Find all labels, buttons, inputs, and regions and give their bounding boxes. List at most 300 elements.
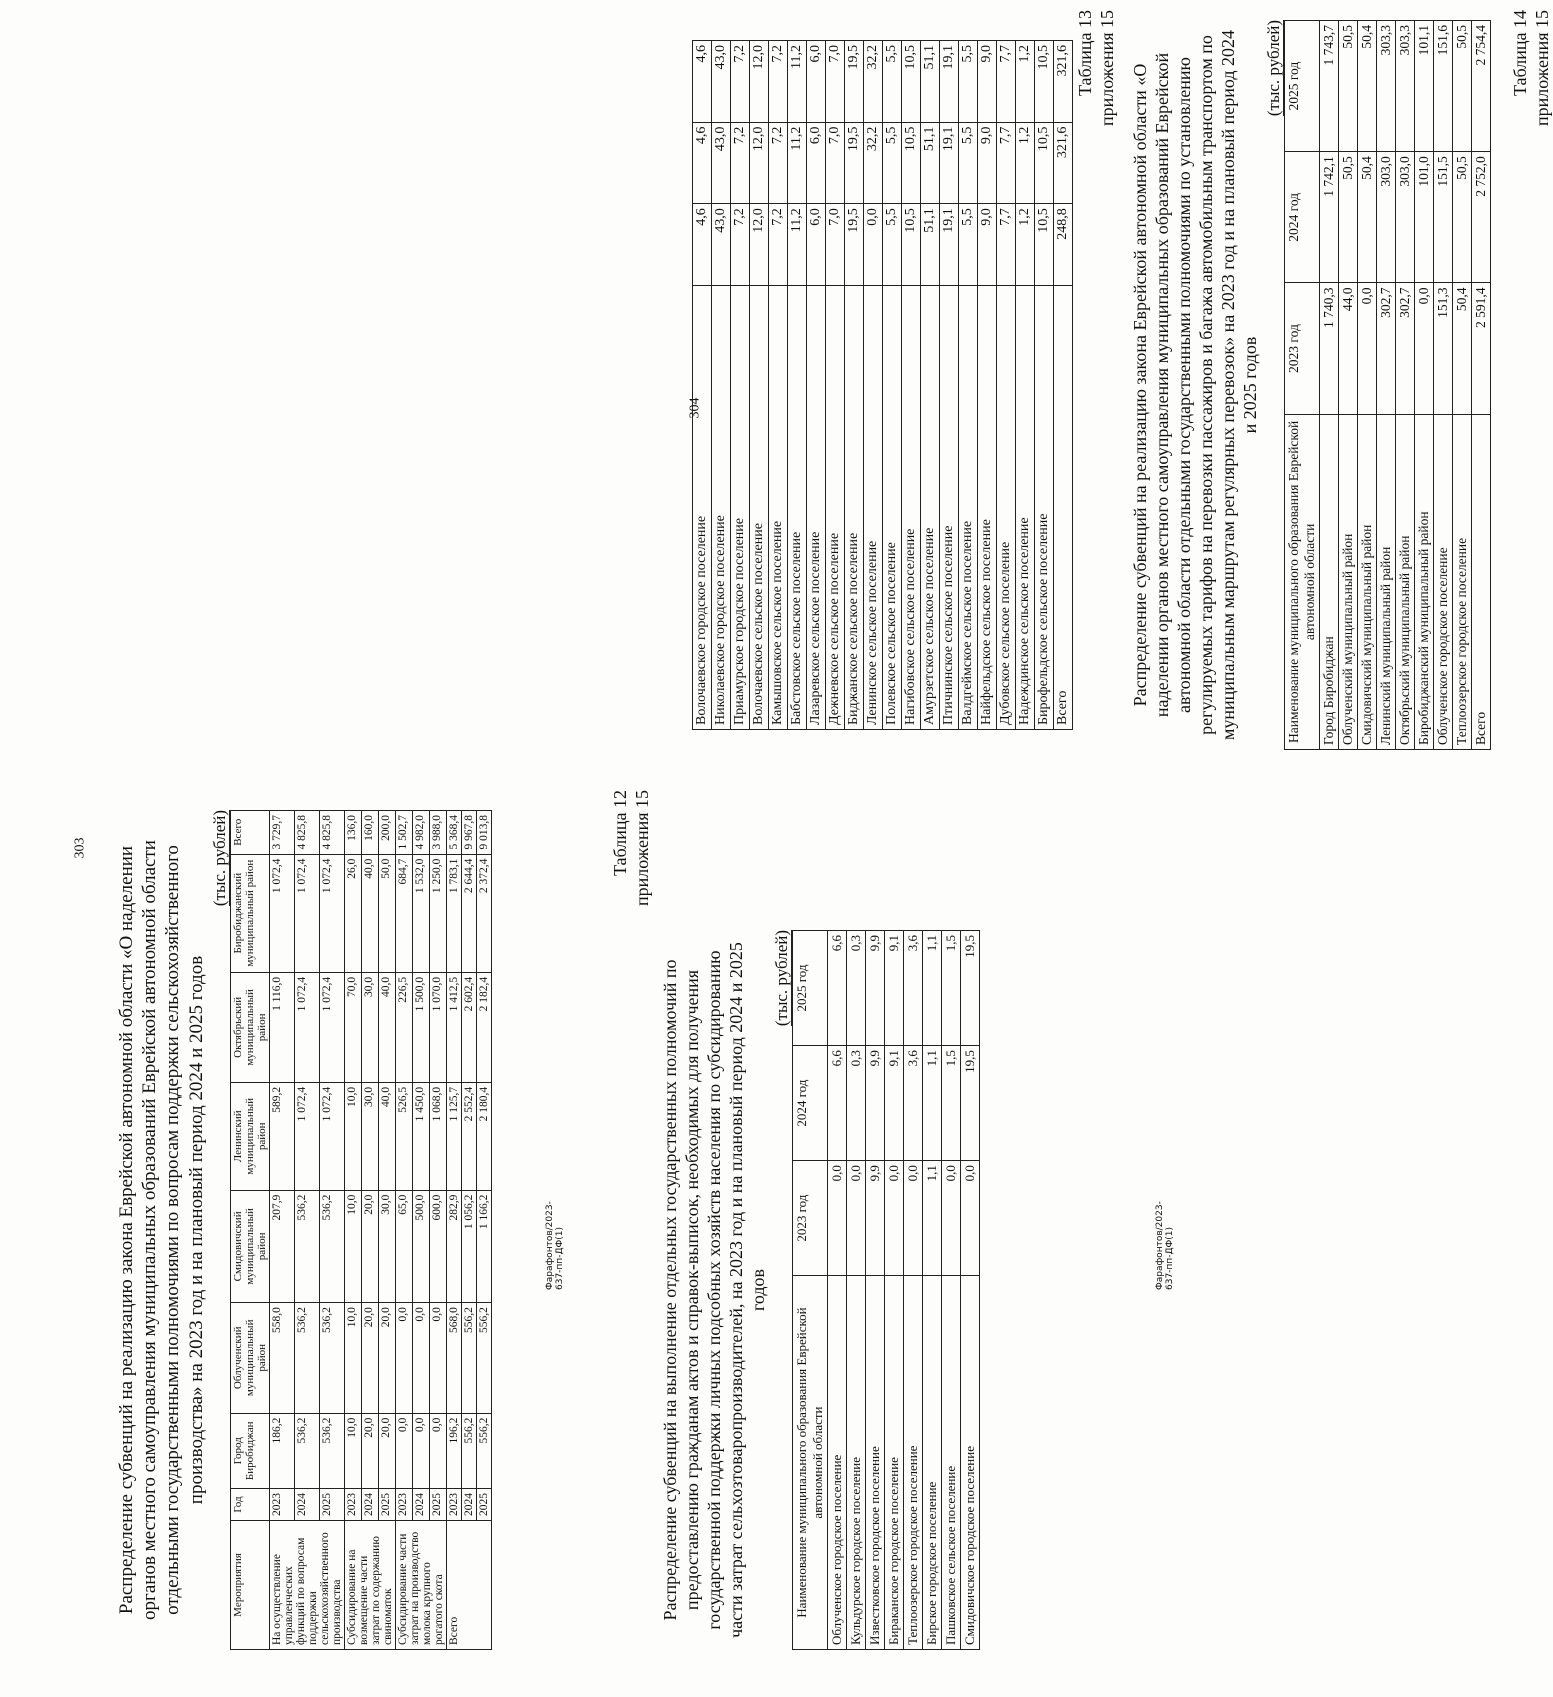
table-cell: 0,0 [960,1161,979,1276]
table-cell: 303,3 [1376,21,1395,152]
table-cell: 0,3 [846,1046,865,1161]
table-cell: 321,6 [1054,122,1073,204]
table-cell: 9,9 [865,1046,884,1161]
table-header-row [1284,21,1319,750]
table-header-cell: Мероприятия [230,1521,269,1650]
table-cell: 2024 [461,1489,476,1521]
table-cell: 1,2 [1016,122,1035,204]
table-cell: 32,2 [864,122,883,204]
table-cell: 160,0 [361,811,378,855]
table-row [1433,21,1452,750]
table-cell: Волочаевское сельское поселение [750,285,769,729]
table-row [1338,21,1357,750]
table-cell: 51,1 [921,41,940,123]
table-cell: 1 072,4 [319,1082,344,1190]
table-cell: Бабстовское сельское поселение [788,285,807,729]
table-row [446,811,461,1650]
table-cell: 3,6 [903,931,922,1046]
table-cell: 2024 [412,1489,429,1521]
table14-caption [1510,10,1553,180]
table-cell: 40,0 [378,972,395,1082]
table-cell: Волочаевское городское поселение [693,285,712,729]
table-cell: 1,1 [922,1161,941,1276]
table-header-cell: Город Биробиджан [230,1413,269,1488]
table-cell: 19,5 [845,41,864,123]
table-cell: Птичнинское сельское поселение [940,285,959,729]
table-cell: 282,9 [446,1190,461,1302]
table-cell: 11,2 [788,204,807,286]
table-cell: 44,0 [1338,283,1357,414]
table-cell: 2025 [319,1489,344,1521]
table-cell: 32,2 [864,41,883,123]
table-cell: 2024 [361,1489,378,1521]
table-row [940,41,959,730]
table-cell: Облученское городское поселение [827,1276,846,1650]
table-cell: 1 070,0 [429,972,446,1082]
table-cell: 2 552,4 [461,1082,476,1190]
page-number: 304 [687,397,703,419]
table-cell: 303,0 [1376,152,1395,283]
table-cell: 5,5 [883,41,902,123]
table-cell: 3 729,7 [269,811,294,855]
table-cell: 12,0 [750,204,769,286]
table-cell: 589,2 [269,1082,294,1190]
table-cell: Нагибовское сельское поселение [902,285,921,729]
table-cell: 4,6 [693,204,712,286]
table-cell: 6,6 [827,931,846,1046]
table-header-cell: Облученский муниципальный район [230,1303,269,1414]
table-cell: 0,0 [864,204,883,286]
table-cell: 1,5 [941,1046,960,1161]
table-cell: 1 166,2 [476,1190,491,1302]
table-cell: 4 982,0 [412,811,429,855]
table-cell: 10,5 [902,41,921,123]
table-cell: 536,2 [294,1303,319,1414]
table-cell: 19,1 [940,122,959,204]
table-cell: 19,1 [940,204,959,286]
table12-block [115,810,492,1650]
table-row [1357,21,1376,750]
table-cell: Приамурское городское поселение [731,285,750,729]
table-cell: 9,0 [978,122,997,204]
table-cell: 1 742,1 [1319,152,1338,283]
table-cell: Всего [1471,414,1490,749]
table-cell: 536,2 [294,1413,319,1488]
table-cell: 684,7 [395,854,412,972]
table-cell: 19,5 [845,204,864,286]
table-row [883,41,902,730]
table-cell: 536,2 [319,1303,344,1414]
table-cell: 0,0 [1414,283,1433,414]
table-row [1395,21,1414,750]
table-header-cell: Наименование муниципального образования Еврейской автономной области [1284,414,1319,749]
table-cell: 248,8 [1054,204,1073,286]
table-cell: Кульдурское городское поселение [846,1276,865,1650]
table-cell: 30,0 [361,972,378,1082]
table-cell: 50,0 [378,854,395,972]
table-cell: 9 013,8 [476,811,491,855]
table-cell: Пашковское сельское поселение [941,1276,960,1650]
table-cell: 20,0 [361,1303,378,1414]
table-cell: 101,1 [1414,21,1433,152]
table-cell: Дубовское сельское поселение [997,285,1016,729]
table-cell: Октябрьский муниципальный район [1395,414,1414,749]
table-row [1016,41,1035,730]
table-cell: Полевское сельское поселение [883,285,902,729]
caption-line-1: Таблица 13 [1075,10,1095,96]
table-cell: 303,3 [1395,21,1414,152]
table-cell: 2024 [294,1489,319,1521]
table-cell: Бираканское городское поселение [884,1276,903,1650]
table-row [731,41,750,730]
table-cell: 0,0 [827,1161,846,1276]
table-cell: 50,4 [1357,152,1376,283]
table-cell: 7,2 [769,204,788,286]
table-cell: 556,2 [476,1303,491,1414]
table-cell: Николаевское городское поселение [712,285,731,729]
table-cell: 6,0 [807,122,826,204]
table-cell: 151,6 [1433,21,1452,152]
table-cell: 7,7 [997,41,1016,123]
table-cell: 558,0 [269,1303,294,1414]
table-row [769,41,788,730]
table-header-cell: Всего [230,811,269,855]
table-cell: 9,9 [865,1161,884,1276]
table-cell: 0,3 [846,931,865,1046]
table-cell: 1,5 [941,931,960,1046]
table-cell: 5,5 [883,204,902,286]
table-cell: 19,1 [940,41,959,123]
row-label-cell: Всего [446,1521,491,1650]
table-row [1035,41,1054,730]
table-cell: 0,0 [941,1161,960,1276]
table-cell: 1 740,3 [1319,283,1338,414]
table-header-cell: 2023 год [1284,283,1319,414]
table-cell: 10,5 [1035,122,1054,204]
table-header-cell: Год [230,1489,269,1521]
table-cell: 5 368,4 [446,811,461,855]
table-cell: 500,0 [412,1190,429,1302]
table-cell: 7,2 [731,41,750,123]
table-cell: 303,0 [1395,152,1414,283]
table-cell: 2023 [446,1489,461,1521]
table-cell: 2023 [269,1489,294,1521]
table-cell: 0,0 [412,1413,429,1488]
table-cell: 200,0 [378,811,395,855]
page-304 [590,10,1552,1690]
table-cell: Найфельдское сельское поселение [978,285,997,729]
table13-units: (тыс. рублей) [771,930,791,1027]
table-cell: 5,5 [959,204,978,286]
table-cell: 43,0 [712,41,731,123]
table-cell: 50,4 [1357,21,1376,152]
table-cell: 7,2 [769,122,788,204]
table-cell: 2 752,0 [1471,152,1490,283]
table-cell: 0,0 [1357,283,1376,414]
table-cell: 1 125,7 [446,1082,461,1190]
table-cell: 0,0 [429,1413,446,1488]
table-header-cell: 2025 год [1284,21,1319,152]
table-cell: 5,5 [883,122,902,204]
table-cell: Камышовское сельское поселение [769,285,788,729]
table-cell: 6,6 [827,1046,846,1161]
table-cell: 2025 [429,1489,446,1521]
table-row [807,41,826,730]
caption-line-1: Таблица 14 [1510,10,1530,96]
table-cell: 50,4 [1452,283,1471,414]
table-row [902,41,921,730]
footer-code: Фарафонтов/2023-637-пп-ДФ(1) [1155,1201,1175,1290]
table-cell: 2 182,4 [476,972,491,1082]
table-cell: 7,7 [997,122,1016,204]
table13-title: Распределение субвенций на выполнение отдельных государственных полномочий по предоставлению гражданам актов и справок-выписок, необходимых для получения государственной поддержки личных подсобных хозяйств населения по субсидированию части затрат сельхозтоваропроизводителей, на 2023 год и на плановый период 2024 и 2025 годов [660,942,768,1638]
table-cell: 51,1 [921,204,940,286]
caption-line-2: приложения 15 [631,790,652,907]
table-cell: 7,0 [826,41,845,123]
table-cell: 9,9 [865,931,884,1046]
table-cell: 101,0 [1414,152,1433,283]
table-cell: 600,0 [429,1190,446,1302]
table-cell: 1 068,0 [429,1082,446,1190]
table-cell: Ленинский муниципальный район [1376,414,1395,749]
table-cell: 10,0 [344,1082,361,1190]
table-cell: 1 072,4 [294,854,319,972]
table-cell: 9,1 [884,931,903,1046]
table-cell: Биробиджанский муниципальный район [1414,414,1433,749]
caption-line-2: приложения 15 [1531,10,1552,127]
table-cell: 20,0 [361,1190,378,1302]
table-cell: 1 450,0 [412,1082,429,1190]
table-header-row [230,811,269,1650]
table-cell: 321,6 [1054,41,1073,123]
table-cell: Всего [1054,285,1073,729]
table-header-cell: Ленинский муниципальный район [230,1082,269,1190]
table-cell: 40,0 [361,854,378,972]
table-header-cell: 2023 год [792,1161,827,1276]
table-cell: 1 116,0 [269,972,294,1082]
table-cell: 2025 [476,1489,491,1521]
table-cell: Смидовичский муниципальный район [1357,414,1376,749]
table-cell: Теплоозерское городское поселение [903,1276,922,1650]
table-cell: 19,5 [960,1046,979,1161]
table-cell: 43,0 [712,122,731,204]
table-row [395,811,412,1650]
table-row [788,41,807,730]
table-cell: Теплоозерское городское поселение [1452,414,1471,749]
table-cell: Бирофельдское сельское поселение [1035,285,1054,729]
table-cell: Облученское городское поселение [1433,414,1452,749]
table-cell: Облученский муниципальный район [1338,414,1357,749]
table-cell: 1 056,2 [461,1190,476,1302]
table14-block [1130,20,1491,750]
table-cell: 1 743,7 [1319,21,1338,152]
table-row [978,41,997,730]
table-header-cell: 2024 год [1284,152,1319,283]
table-header-cell: 2024 год [792,1046,827,1161]
table-cell: 1,2 [1016,204,1035,286]
table-cell: 4,6 [693,41,712,123]
table14-units: (тыс. рублей) [1263,20,1283,117]
table-cell: 2 372,4 [476,854,491,972]
table-row [693,41,712,730]
table-cell: 0,0 [412,1303,429,1414]
table-cell: 1,2 [1016,41,1035,123]
table-cell: 1 500,0 [412,972,429,1082]
table-cell: 1 783,1 [446,854,461,972]
table-cell: 0,0 [429,1303,446,1414]
table-cell: Известковское городское поселение [865,1276,884,1650]
table-cell: 207,9 [269,1190,294,1302]
table-cell: 302,7 [1395,283,1414,414]
table-cell: 2023 [395,1489,412,1521]
table-cell: 7,0 [826,122,845,204]
table-cell: 226,5 [395,972,412,1082]
table-cell: 1 072,4 [319,854,344,972]
table12-units: (тыс. рублей) [209,810,229,907]
table-header-cell: Октябрьский муниципальный район [230,972,269,1082]
table-cell: 19,5 [845,122,864,204]
table-cell: 1 072,4 [294,1082,319,1190]
table-cell: 556,2 [461,1413,476,1488]
table-header-cell: Смидовичский муниципальный район [230,1190,269,1302]
table-cell: 5,5 [959,122,978,204]
table14-title: Распределение субвенций на реализацию закона Еврейской автономной области «О наделении органов местного самоуправления муниципальных образований Еврейской автономной области отдельными государственными полномочиями по установлению регулируемых тарифов на перевозки пассажиров и багажа автомобильным транспортом по муниципальным маршрутам регулярных перевозок» на 2023 год и на плановый период 2024 и 2025 годов [1130,30,1260,740]
table-cell: 11,2 [788,122,807,204]
table-cell: 536,2 [319,1190,344,1302]
table-cell: 1,1 [922,931,941,1046]
table-cell: 568,0 [446,1303,461,1414]
page-number: 303 [72,837,88,859]
table-cell: 1 502,7 [395,811,412,855]
table-cell: 3,6 [903,1046,922,1161]
table-header-cell: Биробиджанский муниципальный район [230,854,269,972]
table-cell: Надеждинское сельское поселение [1016,285,1035,729]
table-cell: 20,0 [378,1413,395,1488]
table-cell: 2 602,4 [461,972,476,1082]
table-cell: Амурзетское сельское поселение [921,285,940,729]
table-cell: 2 754,4 [1471,21,1490,152]
table-cell: 9,0 [978,41,997,123]
table-cell: 11,2 [788,41,807,123]
table-cell: 536,2 [319,1413,344,1488]
table13-continued [692,40,1073,730]
table-cell: 9 967,8 [461,811,476,855]
table-cell: 12,0 [750,41,769,123]
row-label-cell: Субсидирование части затрат на производство молока крупного рогатого скота [395,1521,446,1650]
table-cell: 7,2 [731,122,750,204]
caption-line-2: приложения 15 [1096,10,1117,127]
table-cell: 12,0 [750,122,769,204]
table-cell: 51,1 [921,122,940,204]
table-cell: 2 591,4 [1471,283,1490,414]
table-cell: Город Биробиджан [1319,414,1338,749]
table-cell: 1 532,0 [412,854,429,972]
table-cell: 1 072,4 [269,854,294,972]
table12-title: Распределение субвенций на реализацию закона Еврейской автономной области «О наделении органов местного самоуправления муниципальных образований Еврейской автономной области отдельными государственными полномочиями по вопросам поддержки сельскохозяйственного производства» на 2023 год и на плановый период 2024 и 2025 годов [116,840,207,1620]
table-cell: 43,0 [712,204,731,286]
table-cell: 4 825,8 [294,811,319,855]
table-cell: 151,5 [1433,152,1452,283]
table-header-cell: 2025 год [792,931,827,1046]
table-cell: 1,1 [922,1046,941,1161]
table-cell: 7,7 [997,204,1016,286]
table-cell: 10,0 [344,1190,361,1302]
table-cell: 9,1 [884,1046,903,1161]
table-row [959,41,978,730]
table-cell: 10,0 [344,1303,361,1414]
row-label-cell: Субсидирование на возмещение части затрат по содержанию свиноматок [344,1521,395,1650]
table-cell: Валдгеймское сельское поселение [959,285,978,729]
table-cell: 526,5 [395,1082,412,1190]
table-cell: 70,0 [344,972,361,1082]
table-header-cell: Наименование муниципального образования Еврейской автономной области [792,1276,827,1650]
table-cell: Смидовичское городское поселение [960,1276,979,1650]
table-row [1319,21,1338,750]
table-cell: 20,0 [378,1303,395,1414]
table-row [750,41,769,730]
table-cell: 556,2 [461,1303,476,1414]
table13-continuation [692,40,1073,730]
table-cell: 302,7 [1376,283,1395,414]
table-cell: Ленинское сельское поселение [864,285,883,729]
row-label-cell: На осуществление управленческих функций по вопросам поддержки сельскохозяйственного производства [269,1521,344,1650]
table-cell: 6,0 [807,41,826,123]
table-cell: 536,2 [294,1190,319,1302]
table-cell: 30,0 [378,1190,395,1302]
table12 [230,810,492,1650]
table-row [864,41,883,730]
table-cell: Биджанское сельское поселение [845,285,864,729]
table-row [826,41,845,730]
table-cell: 2025 [378,1489,395,1521]
table-cell: 20,0 [361,1413,378,1488]
table-cell: 9,0 [978,204,997,286]
table-row [921,41,940,730]
table-cell: 2023 [344,1489,361,1521]
table-cell: 151,3 [1433,283,1452,414]
table-cell: 10,0 [344,1413,361,1488]
table-cell: 0,0 [395,1303,412,1414]
table-cell: 19,5 [960,931,979,1046]
table-cell: 40,0 [378,1082,395,1190]
caption-line-1: Таблица 12 [610,790,630,876]
table-cell: 1 250,0 [429,854,446,972]
table14 [1284,20,1491,750]
table-row [712,41,731,730]
table-cell: 6,0 [807,204,826,286]
table-cell: 1 072,4 [294,972,319,1082]
table-cell: 136,0 [344,811,361,855]
table-cell: 7,0 [826,204,845,286]
table-cell: 10,5 [1035,41,1054,123]
table-cell: 1 412,5 [446,972,461,1082]
table-cell: 0,0 [884,1161,903,1276]
table-row [344,811,361,1650]
table-row [269,811,294,1650]
table-cell: 7,2 [769,41,788,123]
table-row [1452,21,1471,750]
table-cell: 50,5 [1452,152,1471,283]
table-cell: 4,6 [693,122,712,204]
table-row [1414,21,1433,750]
table-cell: 2 644,4 [461,854,476,972]
table-row [1376,21,1395,750]
table-cell: 10,5 [902,122,921,204]
table-cell: 186,2 [269,1413,294,1488]
table-row [1471,21,1490,750]
table-cell: 10,5 [902,204,921,286]
table-row [997,41,1016,730]
